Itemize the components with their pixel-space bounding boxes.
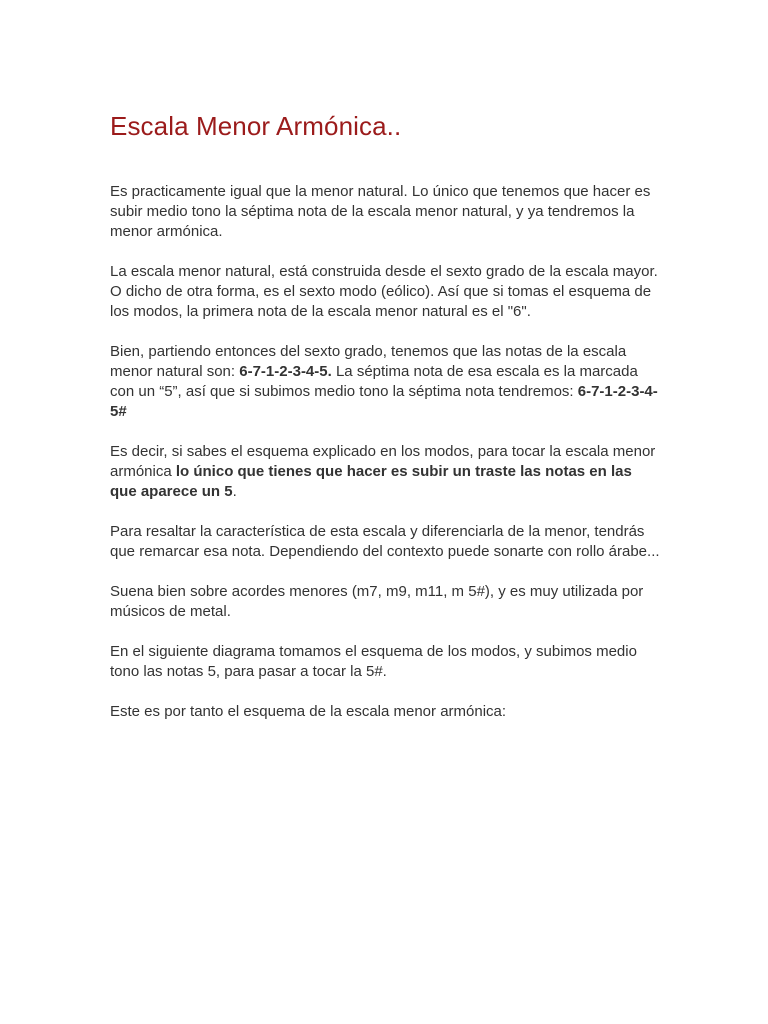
paragraph-4 [110,442,662,502]
paragraph-7-text: En el siguiente diagrama tomamos el esquema de los modos, y subimos medio tono las notas 5, para pasar a tocar la 5#. [110,643,637,680]
paragraph-3-text-a: Bien, partiendo entonces del sexto grado, tenemos que las notas de la escala menor natural son: [110,343,627,380]
paragraph-5-text: Para resaltar la característica de esta escala y diferenciarla de la menor, tendrás que remarcar esa nota. Dependiendo del contexto puede sonarte con rollo árabe... [110,523,660,560]
paragraph-8 [110,702,662,722]
paragraph-6 [110,582,662,622]
paragraph-4-text-a: Es decir, si sabes el esquema explicado en los modos, para tocar la escala menor armónica [110,443,656,480]
paragraph-5 [110,522,662,562]
paragraph-2-text: La escala menor natural, está construida desde el sexto grado de la escala mayor. O dicho de otra forma, es el sexto modo (eólico). Así que si tomas el esquema de los modos, la primera nota de la escala menor natural es el "6". [110,263,658,320]
document-body [110,182,662,722]
paragraph-3 [110,342,662,422]
paragraph-3-text-b: La séptima nota de esa escala es la marcada con un “5”, así que si subimos medio tono la séptima nota tendremos: [110,363,638,400]
paragraph-2 [110,262,662,322]
paragraph-7 [110,642,662,682]
paragraph-8-text: Este es por tanto el esquema de la escala menor armónica: [110,703,507,720]
paragraph-4-text-b: . [232,483,237,500]
paragraph-4-bold-tip: lo único que tienes que hacer es subir un traste las notas en las que aparece un 5 [110,463,632,500]
paragraph-6-text: Suena bien sobre acordes menores (m7, m9, m11, m 5#), y es muy utilizada por músicos de metal. [110,583,644,620]
document-title: Escala Menor Armónica.. [110,111,402,141]
paragraph-3-bold-notes-sharp: 6-7-1-2-3-4-5# [110,383,658,420]
paragraph-1-text: Es practicamente igual que la menor natural. Lo único que tenemos que hacer es subir medio tono la séptima nota de la escala menor natural, y ya tendremos la menor armónica. [110,183,651,240]
paragraph-3-bold-notes: 6-7-1-2-3-4-5. [239,363,332,380]
document-page [110,108,662,742]
paragraph-1 [110,182,662,242]
